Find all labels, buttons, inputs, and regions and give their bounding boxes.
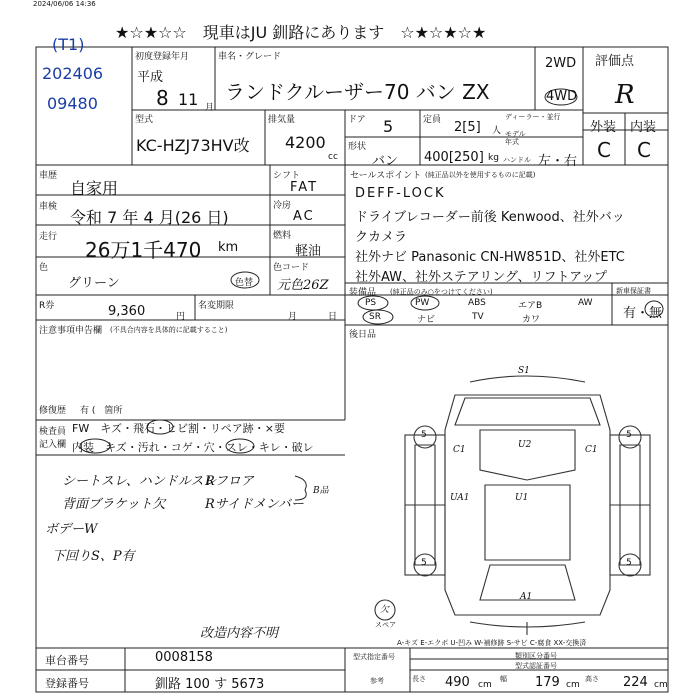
banner: ★☆★☆☆ 現車はJU 釧路にあります ☆★☆★☆★ [115,23,487,42]
inspector-row2: 内装 キズ・汚れ・コゲ・穴・スレ・キレ・破レ [72,441,314,454]
doors-label: ドア [348,115,366,125]
sales-line-2: ドライブレコーダー前後 Kenwood、社外バッ [355,210,625,225]
drive-4wd: 4WD [546,89,578,104]
inspection-value: 令和 7 年 4 月(26 日) [70,208,229,227]
equip-navi: ナビ [417,315,436,325]
rear-date-label: 後日品 [349,330,377,340]
vehicle-name: ランドクルーザー70 バン ZX [225,80,490,104]
width-unit: cm [566,680,580,690]
registration-month-unit: 月 [205,103,215,113]
mark-u2: U2 [518,440,532,450]
stamp-number1: 202406 [42,64,104,83]
capacity-unit: 人 [492,126,502,136]
handle-value: 左・右 [538,154,578,169]
cert-label: 型式認証番号 [515,662,557,670]
fuel-value: 軽油 [295,244,322,259]
shape-value: バン [372,154,399,169]
mileage-value: 26万1千470 [85,238,202,262]
title-expiry-month: 月 [288,312,298,322]
model-value: KC-HZJ73HV改 [136,136,250,155]
length-value: 490 [445,675,470,690]
shift-label: シフト [273,171,301,181]
equip-ps: PS [365,298,377,308]
color-code-value: 元色26Z [277,278,329,293]
sales-line-5: 社外AW、社外ステアリング、リフトアップ [355,270,608,285]
title-expiry-label: 名変期限 [198,301,235,311]
exterior-value: C [597,138,611,162]
evaluation-value: R [615,80,635,110]
note-line2c: B品 [313,486,329,496]
color-label: 色 [39,263,49,273]
registration-year: 8 [156,86,169,110]
displacement-unit: cc [328,152,338,162]
model-year-label: モデル年式 [505,130,526,146]
displacement-value: 4200 [285,133,326,152]
chassis-label: 車台番号 [45,654,89,667]
mark-s1: S1 [518,366,530,376]
tire-fl: 5 [421,430,427,440]
sales-points-label: セールスポイント [350,171,422,181]
ac-value: AC [293,209,315,224]
mark-ua1: UA1 [450,493,470,503]
warranty-label: 新車保証書 [616,287,651,295]
drive-2wd: 2WD [545,56,577,71]
mileage-label: 走行 [39,232,58,242]
recycle-fee-label: R券 [39,301,55,311]
register-value: 釧路 100 す 5673 [155,677,265,692]
equipment-label: 装備品 [349,288,377,298]
equip-leather: カワ [522,315,541,325]
note-line5: 改造内容不明 [200,626,279,641]
register-label: 登録番号 [45,677,89,690]
exterior-label: 外装 [590,120,617,135]
stamp-t1: (T1) [52,35,85,54]
mark-c1b: C1 [585,445,598,455]
notes-label: 注意事項申告欄 [39,326,103,336]
class-label: 類別区分番号 [515,652,557,660]
repair-history-label: 修復歴 [39,406,67,416]
shift-value: FAT [290,180,319,195]
capacity-label: 定員 [423,115,442,125]
recycle-fee-value: 9,360 [108,304,146,319]
color-code-label: 色コード [273,263,310,273]
length-label: 長さ [412,675,426,683]
spare-value: 欠 [380,605,390,615]
displacement-label: 排気量 [268,115,296,125]
car-diagram [375,376,650,635]
handle-label: ハンドル [503,156,531,164]
recycle-fee-unit: 円 [176,312,186,322]
sales-points-note: (純正品以外を使用するものに記載) [425,171,536,179]
registration-era: 平成 [137,70,164,85]
interior-value: C [637,138,651,162]
equip-sr: SR [369,312,381,322]
equip-abs: ABS [468,298,486,308]
sales-line-1: DEFF-LOCK [355,186,446,201]
height-label: 高さ [585,675,599,683]
sales-line-4: 社外ナビ Panasonic CN-HW851D、社外ETC [355,250,625,265]
equip-airbag: エアB [518,301,543,311]
equip-pw: PW [415,298,430,308]
shape-label: 形状 [348,142,367,152]
registration-label: 初度登録年月 [135,52,190,62]
note-line1b: Rフロア [205,474,254,489]
timestamp: 2024/06/06 14:36 [33,0,96,8]
registration-month: 11 [178,90,199,109]
mileage-unit: km [218,240,239,255]
mark-u1: U1 [515,493,529,503]
type-label: 型式指定番号 [353,653,395,661]
repair-history-value: 有 ( 箇所 [80,406,123,416]
ref-label: 参考 [370,677,384,685]
inspector-label1: 検査員 [39,427,67,437]
stamp-number2: 09480 [47,94,98,113]
model-label: 型式 [135,115,154,125]
notes-note: (不具合内容を具体的に記載すること) [110,326,228,334]
inspector-row1: FW キズ・飛石・ヒビ割・リペア跡・×要 [72,422,285,435]
sales-line-3: クカメラ [355,230,408,245]
ac-label: 冷房 [273,201,292,211]
note-line3: ボデーW [45,522,98,537]
vehicle-label: 車名・グレード [218,52,282,62]
load-unit: kg [488,153,499,163]
note-line1: シートスレ、ハンドルスレ [62,474,217,489]
mark-a1: A1 [520,592,533,602]
note-line2b: Rサイドメンバー [205,497,304,512]
width-label: 幅 [500,675,507,683]
height-value: 224 [623,675,648,690]
inspection-label: 車検 [39,202,58,212]
interior-label: 内装 [630,120,657,135]
evaluation-label: 評価点 [595,54,635,69]
note-line4: 下回りS、P有 [52,549,135,564]
height-unit: cm [654,680,668,690]
load-value: 400[250] [424,150,484,165]
equipment-note: (純正品のみ○をつけてください) [390,288,493,296]
color-value: グリーン [68,276,120,291]
color-change: 色替 [235,278,254,288]
tire-rr: 5 [626,558,632,568]
damage-legend: A-キズ E-エクボ U-凹み W-補修跡 S-サビ C-腐食 XX-交換済 [397,639,587,647]
usage-value: 自家用 [70,179,119,198]
length-unit: cm [478,680,492,690]
equip-aw: AW [578,298,593,308]
chassis-value: 0008158 [155,650,213,665]
tire-rl: 5 [421,558,427,568]
spare-label: スペア [375,621,396,629]
width-value: 179 [535,675,560,690]
warranty-value: 有・無 [623,306,663,321]
equip-tv: TV [472,312,484,322]
tire-fr: 5 [626,430,632,440]
usage-label: 車歴 [39,171,58,181]
capacity-value: 2[5] [454,120,481,135]
dealer-label: ディーラー・並行 [505,113,561,121]
mark-c1a: C1 [453,445,466,455]
note-line2: 背面ブラケット欠 [62,497,166,512]
fuel-label: 燃料 [273,231,292,241]
doors-value: 5 [383,117,394,136]
inspector-label2: 記入欄 [39,440,67,450]
title-expiry-day: 日 [328,312,338,322]
